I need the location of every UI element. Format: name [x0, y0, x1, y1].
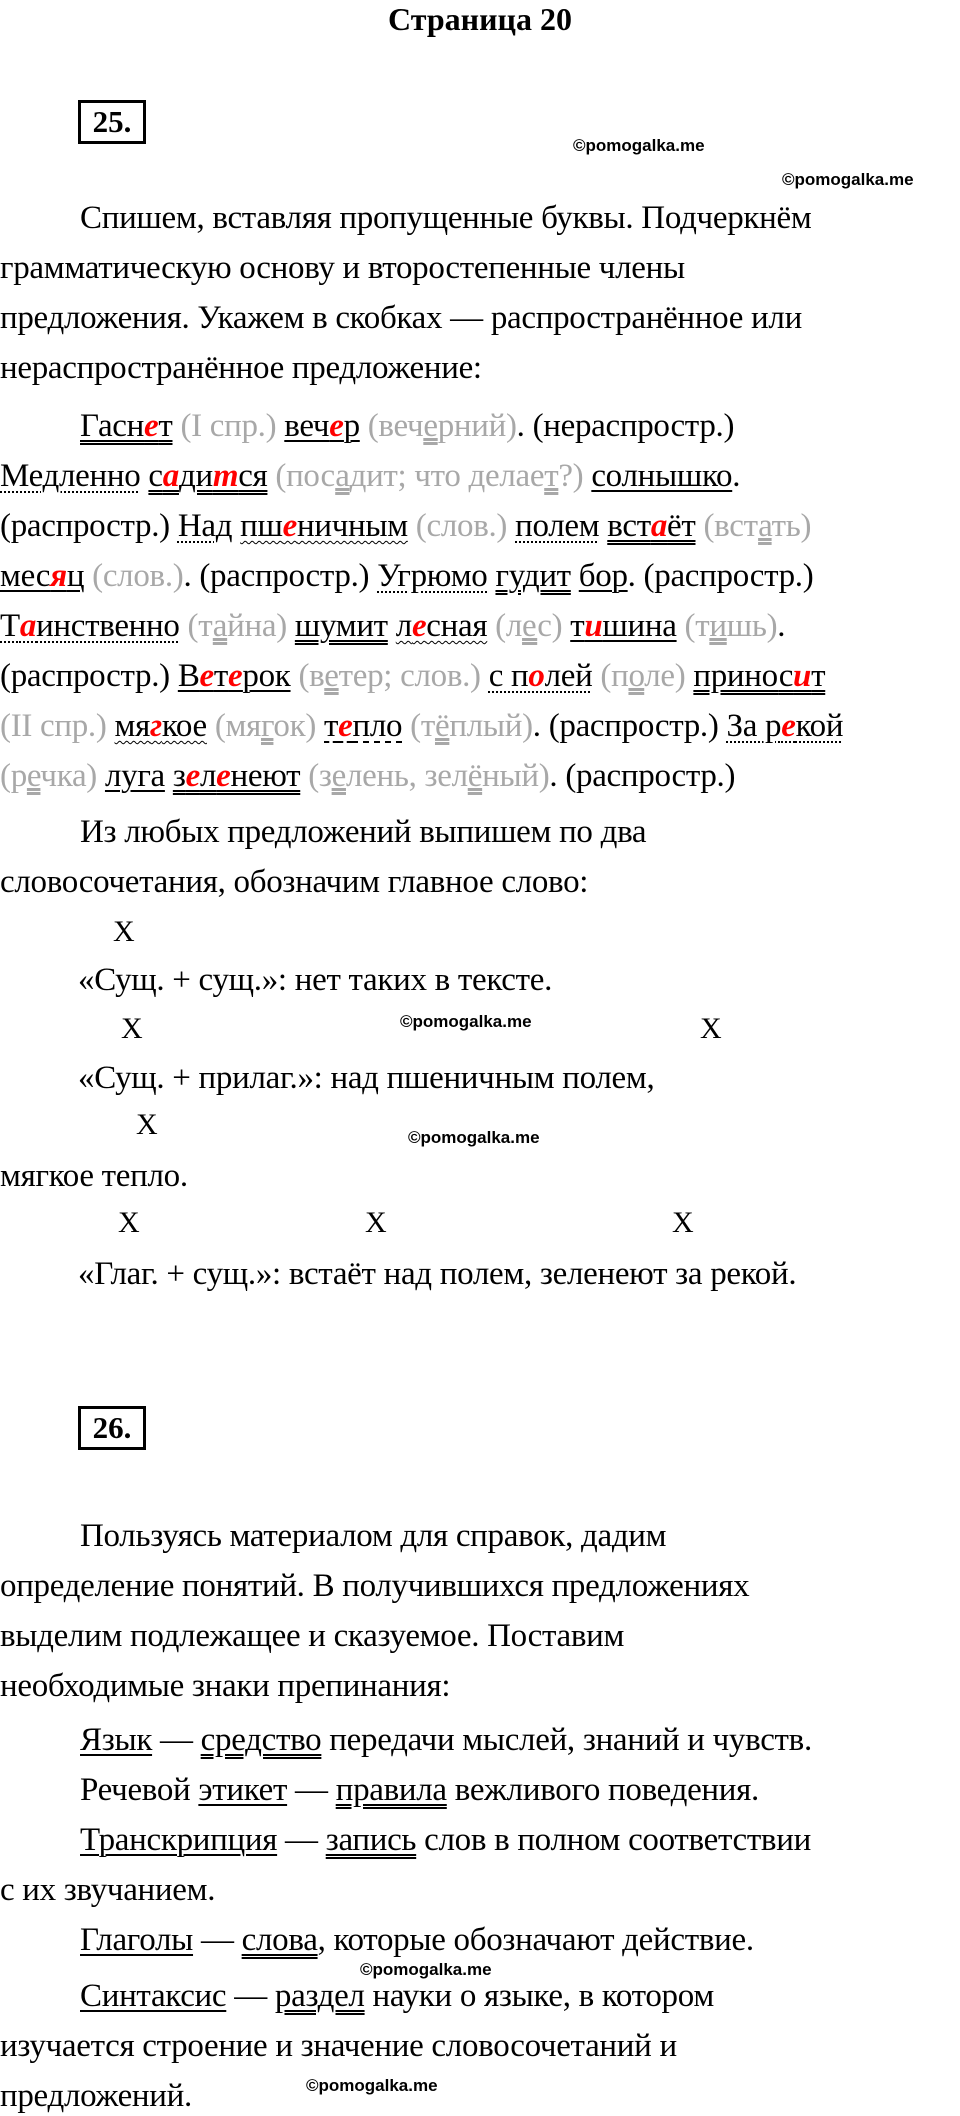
phrase-line: мягкое тепло.	[0, 1158, 188, 1194]
subject-word: месяц	[0, 558, 85, 594]
watermark: ©pomogalka.me	[782, 170, 914, 189]
definition-continuation: предложений.	[0, 2078, 192, 2114]
sentence-line: Медленно садится (посадит; что делает?) солнышко.	[0, 458, 741, 494]
subject-word: солнышко	[591, 458, 733, 494]
sentence-line: (распростр.) Над пшеничным (слов.) полем встаёт (встать)	[0, 508, 812, 544]
task-number-25: 25.	[78, 100, 146, 144]
main-word-mark: X	[672, 1206, 694, 1239]
main-word-mark: X	[121, 1012, 143, 1045]
object-word: тепло	[324, 708, 403, 744]
task26-intro-line: Пользуясь материалом для справок, дадим	[80, 1518, 667, 1554]
subject-word: тишина	[570, 608, 677, 644]
task26-intro-line: необходимые знаки препинания:	[0, 1668, 451, 1704]
subject-word: Глаголы	[80, 1922, 194, 1958]
phrase-line: «Сущ. + прилаг.»: над пшеничным полем,	[78, 1060, 655, 1096]
predicate-word: приносит	[693, 658, 826, 694]
definition-line: Глаголы — слова, которые обозначают действие.	[80, 1922, 754, 1958]
subject-word: вечер	[284, 408, 360, 444]
predicate-word: гудит	[495, 558, 571, 594]
definition-line: Транскрипция — запись слов в полном соответствии	[80, 1822, 811, 1858]
task25-intro-line: Спишем, вставляя пропущенные буквы. Подчеркнём	[80, 200, 812, 236]
predicate-word: средство	[200, 1722, 322, 1758]
phrases-intro-line: Из любых предложений выпишем по два	[80, 814, 647, 850]
subject-word: Язык	[80, 1722, 153, 1758]
task-number-26: 26.	[78, 1406, 146, 1450]
phrase-line: «Сущ. + сущ.»: нет таких в тексте.	[78, 962, 553, 998]
adverbial-word: За рекой	[726, 708, 844, 744]
phrase-line: «Глаг. + сущ.»: встаёт над полем, зеленеют за рекой.	[78, 1256, 797, 1292]
watermark: ©pomogalka.me	[306, 2076, 438, 2095]
adverbial-word: Угрюмо	[377, 558, 488, 594]
adverbial-word: Медленно	[0, 458, 141, 494]
definition-line: Речевой этикет — правила вежливого поведения.	[80, 1772, 759, 1808]
subject-word: этикет	[198, 1772, 288, 1808]
sentence-line: Гаснет (I спр.) вечер (вечерний). (нераспростр.)	[80, 408, 735, 444]
definition-continuation: изучается строение и значение словосочетаний и	[0, 2028, 677, 2064]
subject-word: луга	[104, 758, 165, 794]
task25-intro-line: предложения. Укажем в скобках — распространённое или	[0, 300, 802, 336]
predicate-word: правила	[335, 1772, 447, 1808]
predicate-word: садится	[148, 458, 268, 494]
definition-line: Язык — средство передачи мыслей, знаний и чувств.	[80, 1722, 812, 1758]
predicate-word: зеленеют	[172, 758, 301, 794]
sentence-line: Таинственно (тайна) шумит лесная (лес) тишина (тишь).	[0, 608, 786, 644]
predicate-word: раздел	[274, 1978, 365, 2014]
subject-word: Транскрипция	[80, 1822, 278, 1858]
task26-intro-line: определение понятий. В получившихся предложениях	[0, 1568, 750, 1604]
attribute-word: лесная	[395, 608, 488, 644]
task25-intro-line: нераспространённое предложение:	[0, 350, 482, 386]
watermark: ©pomogalka.me	[573, 136, 705, 155]
task25-intro-line: грамматическую основу и второстепенные члены	[0, 250, 685, 286]
watermark: ©pomogalka.me	[408, 1128, 540, 1147]
adverbial-word: с полей	[488, 658, 593, 694]
predicate-word: запись	[325, 1822, 417, 1858]
adverbial-word: Таинственно	[0, 608, 180, 644]
subject-word: Синтаксис	[80, 1978, 227, 2014]
main-word-mark: X	[700, 1012, 722, 1045]
attribute-word: мягкое	[114, 708, 207, 744]
predicate-word: Гаснет	[80, 408, 173, 444]
watermark: ©pomogalka.me	[360, 1960, 492, 1979]
attribute-word: пшеничным	[240, 508, 408, 544]
main-word-mark: X	[113, 915, 135, 948]
definition-continuation: с их звучанием.	[0, 1872, 216, 1908]
adverbial-word: полем	[515, 508, 600, 544]
sentence-line: (II спр.) мягкое (мягок) тепло (тёплый). (распростр.) За рекой	[0, 708, 844, 744]
predicate-word: встаёт	[607, 508, 696, 544]
subject-word: бор	[578, 558, 628, 594]
phrases-intro-line: словосочетания, обозначим главное слово:	[0, 864, 589, 900]
predicate-word: слова	[241, 1922, 318, 1958]
adverbial-word: Над	[177, 508, 233, 544]
subject-word: Ветерок	[177, 658, 291, 694]
main-word-mark: X	[136, 1108, 158, 1141]
watermark: ©pomogalka.me	[400, 1012, 532, 1031]
predicate-word: шумит	[294, 608, 388, 644]
page-title: Страница 20	[388, 1, 572, 37]
sentence-line: (распростр.) Ветерок (ветер; слов.) с полей (поле) приносит	[0, 658, 826, 694]
task26-intro-line: выделим подлежащее и сказуемое. Поставим	[0, 1618, 625, 1654]
main-word-mark: X	[118, 1206, 140, 1239]
sentence-line: (речка) луга зеленеют (зелень, зелёный). (распростр.)	[0, 758, 736, 794]
sentence-line: месяц (слов.). (распростр.) Угрюмо гудит бор. (распростр.)	[0, 558, 814, 594]
definition-line: Синтаксис — раздел науки о языке, в котором	[80, 1978, 714, 2014]
main-word-mark: X	[365, 1206, 387, 1239]
